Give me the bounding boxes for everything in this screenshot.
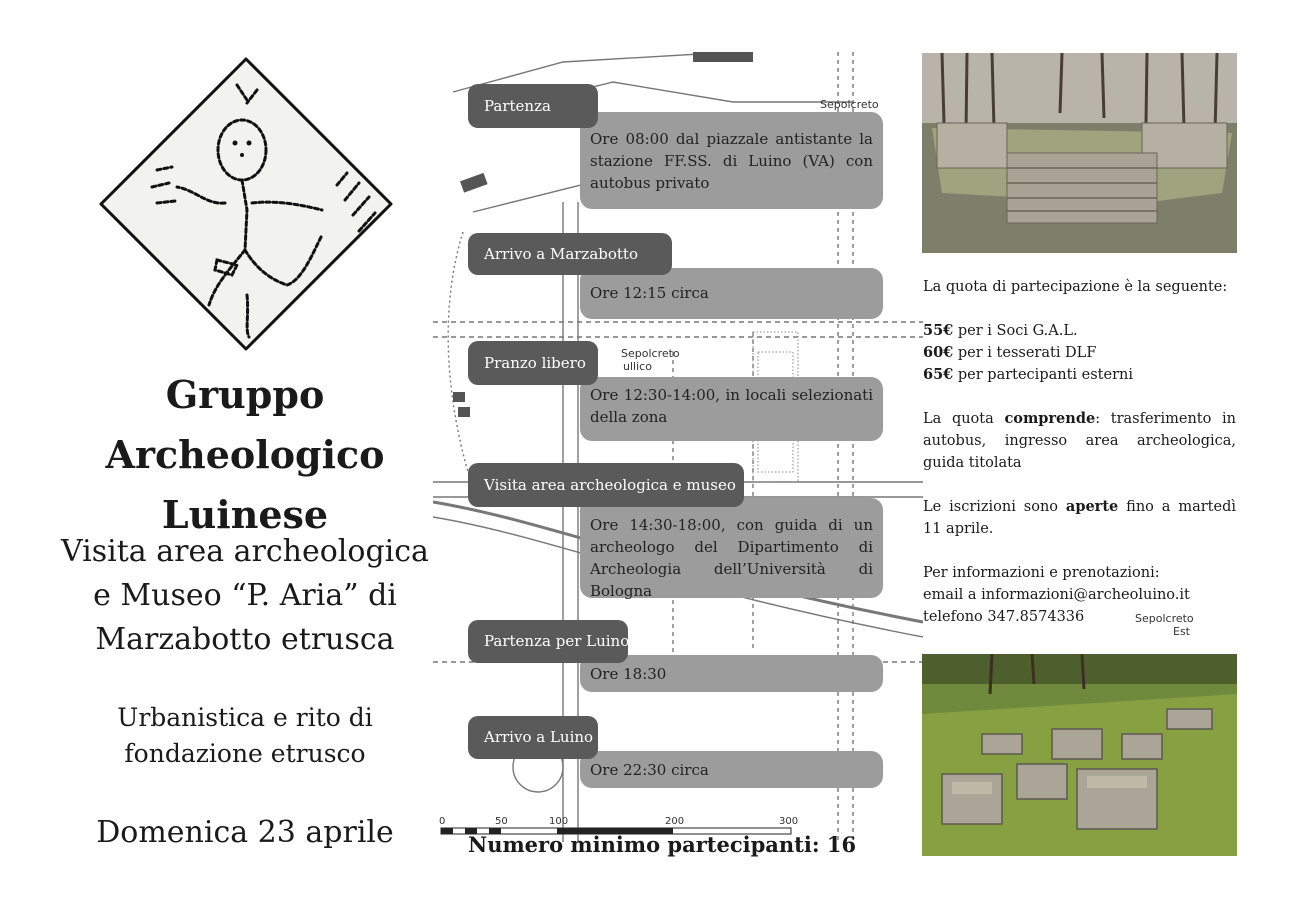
org-line-3: Luinese xyxy=(161,492,329,537)
event-title-line-1: Visita area archeologica xyxy=(61,534,429,569)
scale-label-100: 100 xyxy=(549,816,569,827)
info-panel xyxy=(923,276,1236,628)
schedule-heading-3: Pranzo libero xyxy=(468,341,598,385)
map-label-sepolcreto-east-text: Sepolcreto xyxy=(1135,612,1194,625)
registration-pre: Le iscrizioni sono xyxy=(923,499,1066,515)
schedule-heading-5: Partenza per Luino xyxy=(468,620,628,663)
includes-pre: La quota xyxy=(923,411,1005,427)
event-date: Domenica 23 aprile xyxy=(96,815,394,850)
price-soci-text: per i Soci G.A.L. xyxy=(953,323,1078,339)
schedule-heading-4: Visita area archeologica e museo xyxy=(468,463,744,507)
price-esterni-amount: 65€ xyxy=(923,366,954,383)
contact-phone[interactable]: telefono 347.8574336 xyxy=(923,609,1085,625)
map-label-sepolcreto-west: Sepolcreto xyxy=(621,347,680,360)
includes-post: : trasferimento in autobus, ingresso area archeologica, guida titolata xyxy=(923,411,1236,471)
schedule-heading-1: Partenza xyxy=(468,84,598,128)
registration-post: fino a martedì 11 aprile. xyxy=(923,499,1236,537)
contact-email[interactable]: email a informazioni@archeoluino.it xyxy=(923,587,1190,603)
schedule-detail-2: Ore 12:15 circa xyxy=(580,268,883,319)
registration-bold: aperte xyxy=(1065,498,1119,515)
photo-stone-foundations xyxy=(922,654,1237,856)
min-participants: Numero minimo partecipanti: 16 xyxy=(468,832,857,857)
schedule-heading-6: Arrivo a Luino xyxy=(468,716,598,759)
price-soci-amount: 55€ xyxy=(923,322,954,339)
info-intro: La quota di partecipazione è la seguente: xyxy=(923,279,1228,295)
price-dlf-amount: 60€ xyxy=(923,344,954,361)
event-subtitle-line-1: Urbanistica e rito di xyxy=(117,703,373,732)
scale-label-300: 300 xyxy=(779,816,799,827)
map-label-sepolcreto-north: Sepolcreto xyxy=(820,98,879,111)
schedule-detail-6: Ore 22:30 circa xyxy=(580,751,883,788)
map-label-est-text: Est xyxy=(1173,625,1190,638)
price-row-dlf xyxy=(923,342,1236,364)
organization-name xyxy=(40,365,450,545)
schedule-detail-5: Ore 18:30 xyxy=(580,655,883,692)
schedule-detail-3: Ore 12:30-14:00, in locali selezionati della zona xyxy=(580,377,883,441)
schedule-heading-2: Arrivo a Marzabotto xyxy=(468,233,672,275)
includes-bold: comprende xyxy=(1004,410,1096,427)
info-registration xyxy=(923,496,1236,540)
contact-title: Per informazioni e prenotazioni: xyxy=(923,565,1160,581)
scale-label-200: 200 xyxy=(665,816,685,827)
event-title-line-3: Marzabotto etrusca xyxy=(95,622,395,657)
scale-label-50: 50 xyxy=(495,816,508,827)
price-esterni-text: per partecipanti esterni xyxy=(953,367,1133,383)
price-dlf-text: per i tesserati DLF xyxy=(953,345,1097,361)
schedule-detail-1: Ore 08:00 dal piazzale antistante la stazione FF.SS. di Luino (VA) con autobus privato xyxy=(580,112,883,209)
org-line-2: Archeologico xyxy=(105,432,385,477)
schedule-detail-4: Ore 14:30-18:00, con guida di un archeologo del Dipartimento di Archeologia dell’Università di Bologna xyxy=(580,498,883,598)
event-title xyxy=(40,530,450,662)
price-row-esterni xyxy=(923,364,1236,386)
logo xyxy=(97,55,395,353)
event-subtitle-line-2: fondazione etrusco xyxy=(124,739,366,768)
price-row-soci xyxy=(923,320,1236,342)
event-subtitle xyxy=(60,700,430,772)
map-label-ullico: ullico xyxy=(623,360,652,373)
org-line-1: Gruppo xyxy=(165,372,325,417)
photo-ruins-forest xyxy=(922,53,1237,253)
event-title-line-2: e Museo “P. Aria” di xyxy=(93,578,397,613)
scale-label-0: 0 xyxy=(439,816,446,827)
info-includes xyxy=(923,408,1236,474)
